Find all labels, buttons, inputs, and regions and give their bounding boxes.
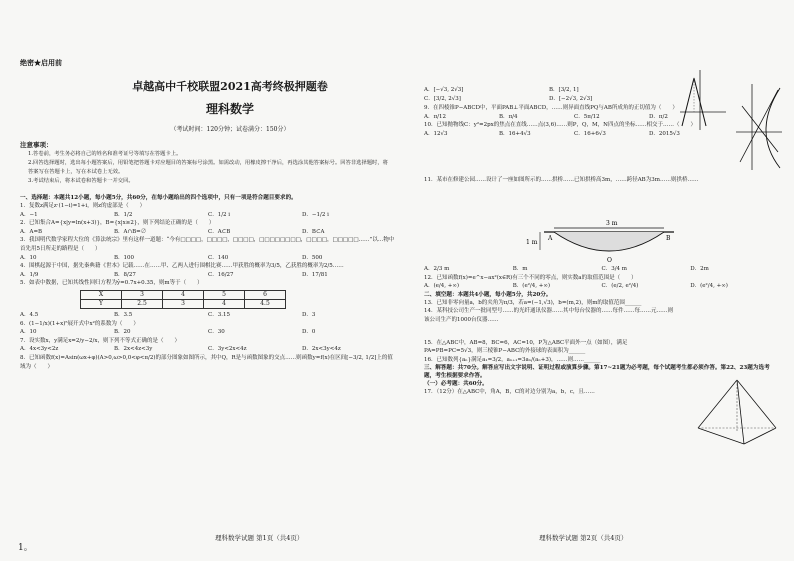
table-cell: 4 — [204, 299, 245, 308]
option: C．16/27 — [208, 271, 234, 278]
option: B．100 — [114, 254, 135, 261]
question-5-options — [20, 311, 396, 320]
option: C．1/2 i — [208, 211, 231, 218]
parabola-figure — [734, 82, 784, 172]
table-cell: 4 — [163, 290, 204, 299]
subject-title: 理科数学 — [205, 102, 254, 116]
option: C．3.15 — [208, 311, 230, 318]
option: C．30 — [208, 329, 225, 336]
question-8-options — [424, 95, 674, 104]
option: D．3 — [302, 311, 316, 318]
right-page — [404, 0, 786, 561]
option: B．[3/2, 1] — [549, 87, 579, 93]
option: B．16+4√3 — [499, 130, 531, 137]
option: B．(e²/4, +∞) — [512, 283, 551, 290]
notes-title: 注意事项： — [20, 141, 53, 149]
option: A．4.5 — [20, 311, 39, 318]
option: A．10 — [20, 254, 37, 261]
option: D．B⊂A — [302, 228, 325, 235]
question-8: 8．已知函数f(x)=Asin(ωx+φ)(A>0,ω>0,0<φ<π/2)的部分图象如图所示，其中Q，R是与函数图象的交点……则函数y=f(x)在区间[−3/2, 1/2]上的值域为（ ） — [20, 354, 393, 370]
option: A．π/12 — [424, 113, 446, 120]
question-16: 16．已知数列{aₙ}满足a₁=3/2，aₙ₊₁=3aₙ/(aₙ+3)，……则……______ — [424, 356, 601, 363]
point-b-label: B — [666, 235, 671, 242]
option: C．5π/12 — [574, 113, 600, 120]
option: B．2x<4z<3y — [114, 346, 153, 353]
option: A．4x<3y<2z — [20, 346, 59, 353]
question-13: 13．已知非零向量a，b的夹角为π/3，若a=(−1,√3)，b=(m,2)，则m的取值范围______ — [424, 299, 642, 306]
option: A．A=B — [20, 228, 43, 235]
point-o-label: O — [607, 257, 612, 264]
question-7: 7．设实数x，y满足x=2/y−2/x，则下列不等式正确的是（ ） — [20, 337, 180, 344]
table-cell: 5 — [204, 290, 245, 299]
option: D．2m — [690, 266, 709, 272]
note-item: 1.答卷前，考生务必将自己的姓名和准考证号等填写在答题卡上。 — [28, 151, 182, 157]
option: B．8/27 — [114, 271, 136, 278]
question-10: 10．已知抛物线C：y²=2px的焦点在直线……点(3,6)……则P，Q，M，N四点的坐标……相交于……（ ） — [424, 122, 696, 129]
question-6-options — [20, 328, 396, 337]
table-cell: 6 — [245, 290, 286, 299]
option: A．[−√3, 2√3] — [424, 87, 464, 93]
exam-title: 卓越高中千校联盟2021高考终极押题卷 — [132, 80, 328, 93]
option: B．3.5 — [114, 311, 133, 318]
question-10-options — [424, 130, 724, 139]
table-cell: 4.5 — [245, 299, 286, 308]
question-1-options — [20, 211, 396, 220]
option: D．0 — [302, 329, 316, 336]
question-8-options — [424, 86, 674, 95]
option: C．(e/2, e²/4) — [601, 283, 639, 290]
question-3: 3．我国明代数学家程大位的《算法统宗》里有这样一道题：“今有□□□□，□□□□，□□□□，□□□□□□□□，□□□□，□□□□□……”以…物中首先用5日所走的路程是（ ） — [20, 237, 395, 252]
notes-list — [28, 150, 393, 186]
table-header-cell: X — [81, 290, 122, 299]
option: D．500 — [302, 254, 323, 261]
question-11-block — [424, 176, 779, 185]
question-14: 14．某科技公司生产一批同型号……的光纤通讯仪器……其中每台仪器的……每件……每……元……则该公司生产的1000台仪器…… — [424, 308, 674, 323]
question-4-options — [20, 271, 396, 280]
question-8-options-block — [424, 86, 674, 103]
question-12-options — [424, 282, 779, 291]
option: C．[3/2, 2√3] — [424, 95, 461, 102]
option: D．2x<3y<4z — [302, 346, 341, 353]
table-row — [81, 290, 286, 299]
section-heading: 三、解答题：共70分。解答应写出文字说明、证明过程或演算步骤。第17~21题为必考题，每个试题考生都必须作答。第22、23题为选考题，考生根据要求作答。 — [424, 365, 770, 380]
question-9-options — [424, 113, 724, 122]
option: B．20 — [114, 329, 131, 336]
section-heading: 二、填空题：本题共4小题，每小题5分，共20分。 — [424, 291, 552, 298]
question-3-options — [20, 254, 396, 263]
question-7-options — [20, 345, 396, 354]
option: D．2015√3 — [649, 130, 680, 137]
question-4: 4．围棋起源于中国，据先秦典籍《世本》记载……在……甲、乙两人进行围棋比赛……甲获胜的概率为3/5，乙获胜的概率为2/5…… — [20, 263, 344, 270]
option: D．(e²/4, +∞) — [690, 283, 728, 290]
corner-mark: 1。 — [18, 543, 33, 553]
option: C．A⊂B — [208, 228, 231, 235]
section-1 — [20, 194, 396, 371]
option: C．140 — [208, 254, 229, 261]
question-11-options — [424, 265, 779, 274]
question-5: 5．如表中数据，已知其线性回归方程为ŷ=0.7x+0.35，则m等于（ ） — [20, 280, 203, 287]
note-item: 2.回答选择题时，选出每小题答案后，用铅笔把答题卡对应题目的答案标号涂黑。如需改动，用橡皮擦干净后，再选涂其他答案标号。回答非选择题时，将答案写在答题卡上，写在本试卷上无效。 — [28, 160, 388, 175]
secret-label: 绝密★启用前 — [20, 58, 62, 67]
question-11: 11．某市在修建公园……设计了一座如图所示的……拱桥……已知拱桥高3m，……跨径AB为3m……则拱桥…… — [424, 177, 699, 183]
table-cell: 2.5 — [122, 299, 163, 308]
questions-9-10 — [424, 104, 724, 138]
point-a-label: A — [548, 235, 553, 242]
footer-left: 理科数学试题 第1页（共4页） — [215, 534, 304, 542]
question-15: 15．在△ABC中，AB=8，BC=6，AC=10，P为△ABC平面外一点（如图），满足PA=PB=PC=5√3，则三棱锥P−ABC的外接球的表面积为______ — [424, 339, 628, 355]
height-label: 1 m — [526, 239, 538, 246]
question-2: 2．已知集合A={x|y=ln(x+3)}，B={x|x≥2}，则下列结论正确的是（ ） — [20, 220, 215, 227]
option: C．3/4 m — [601, 266, 628, 272]
section-subheading: （一）必考题：共60分。 — [424, 381, 488, 388]
option: A．(e/4, +∞) — [424, 283, 460, 290]
option: A．12√3 — [424, 130, 448, 137]
option: B．1/2 — [114, 211, 133, 218]
option: A．2/3 m — [424, 266, 450, 272]
option: B．A∩B=∅ — [114, 228, 147, 235]
option: D．[−2√3, 2√3] — [549, 95, 593, 102]
left-page — [10, 0, 396, 561]
section-heading: 一、选择题：本题共12小题，每小题5分，共60分，在每小题给出的四个选项中，只有一项是符合题目要求的。 — [20, 195, 297, 201]
regression-table — [80, 290, 286, 309]
table-cell: 3 — [163, 299, 204, 308]
question-9: 9．在四棱锥P−ABCD中，平面PAB⊥平面ABCD，……则异面直线PQ与AB所成角的正切值为（ ） — [424, 105, 678, 111]
option: C．3y<2x<4z — [208, 346, 247, 353]
option: A．−1 — [20, 211, 38, 218]
option: A．10 — [20, 329, 37, 336]
question-1: 1．复数z满足z·(1−i)=1+i，则z的虚部是（ ） — [20, 203, 146, 209]
question-6: 6．(1−1/x)(1+x)⁵展开式中x²的系数为（ ） — [20, 320, 139, 327]
option: B．m — [512, 266, 528, 272]
footer-right: 理科数学试题 第2页（共4页） — [539, 534, 628, 542]
table-header-cell: Y — [81, 299, 122, 308]
span-label: 3 m — [606, 220, 618, 227]
exam-info: （考试时间：120分钟；试卷满分：150分） — [170, 126, 290, 133]
question-2-options — [20, 228, 396, 237]
question-12: 12．已知函数f(x)=e^x−ax²(x∈R)有三个不同的零点，则实数a的取值范围是（ ） — [424, 274, 637, 281]
option: B．π/4 — [499, 113, 518, 120]
option: D．−1/2 i — [302, 211, 329, 218]
option: A．1/9 — [20, 271, 39, 278]
pyramid-figure — [694, 378, 780, 448]
option: D．π/2 — [649, 113, 668, 120]
table-row — [81, 299, 286, 308]
option: C．16+6√3 — [574, 130, 606, 137]
question-17: 17．（12分）在△ABC中，角A，B，C的对边分别为a，b，c，且…… — [424, 389, 595, 396]
option: D．17/81 — [302, 271, 328, 278]
note-item: 3.考试结束后，将本试卷和答题卡一并交回。 — [28, 178, 134, 184]
table-cell: 3 — [122, 290, 163, 299]
